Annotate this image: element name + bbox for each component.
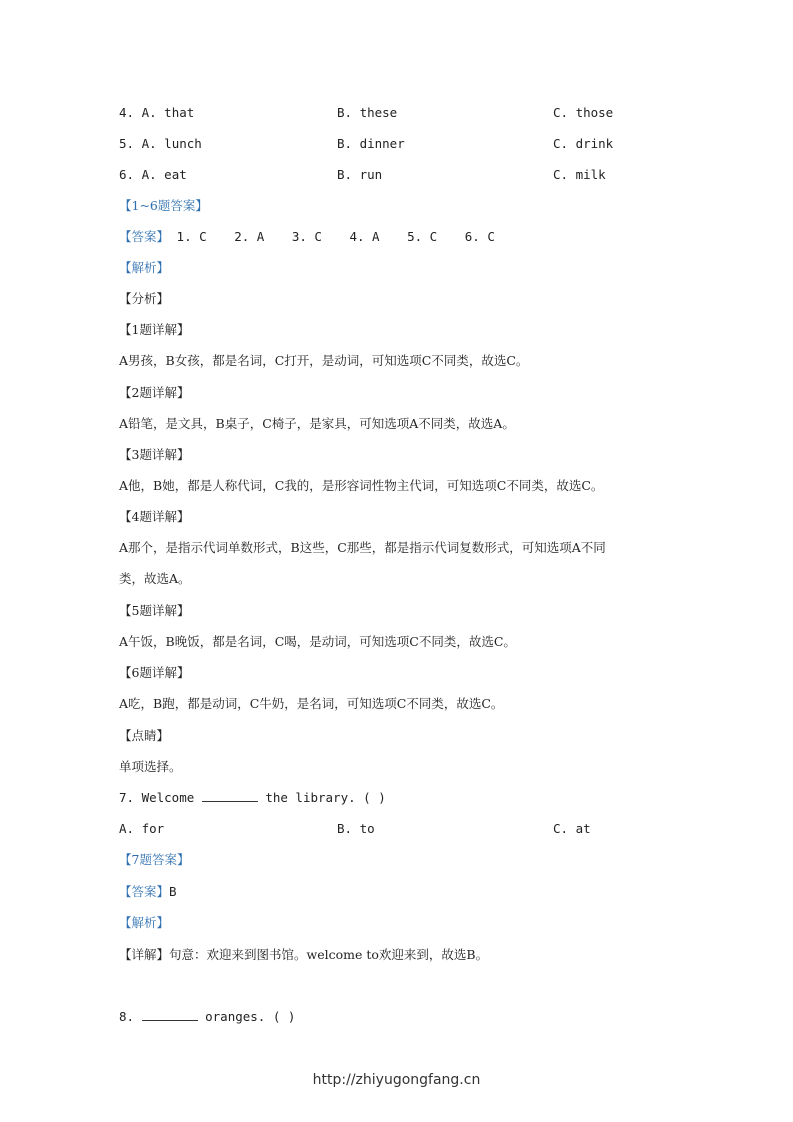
- analysis-label: 【解析】: [119, 260, 170, 275]
- answer-item: 6. C: [464, 229, 495, 244]
- answer-item: 5. C: [407, 229, 438, 244]
- option-a: 6. A. eat: [119, 167, 187, 182]
- detail-label: 【6题详解】: [119, 665, 190, 680]
- option-row-5: [119, 135, 679, 153]
- answer-value: B: [169, 884, 177, 899]
- option-row-6: [119, 166, 679, 184]
- option-c: C. at: [553, 821, 591, 836]
- detail-text: A吃，B跑，都是动词，C牛奶，是名词，可知选项C不同类，故选C。: [119, 696, 504, 711]
- detail-text-cont: 类，故选A。: [119, 571, 191, 586]
- question-8: 8. oranges. ( ): [119, 1009, 296, 1024]
- footer-url: http://zhiyugongfang.cn: [312, 1072, 481, 1088]
- answer-item: 3. C: [291, 229, 322, 244]
- answer-item: 1. C: [176, 229, 207, 244]
- detail-text: A午饭，B晚饭，都是名词，C喝，是动词，可知选项C不同类，故选C。: [119, 634, 516, 649]
- answer-item: 2. A: [234, 229, 265, 244]
- section-header-1-6: 【1~6题答案】: [119, 198, 208, 213]
- dianjing-label: 【点睛】: [119, 728, 170, 743]
- answer-blank: [142, 1008, 198, 1021]
- option-row-7: [119, 820, 679, 838]
- fenxi-label: 【分析】: [119, 291, 170, 306]
- answer-item: 4. A: [349, 229, 380, 244]
- detail-label: 【2题详解】: [119, 385, 190, 400]
- detail-label: 【1题详解】: [119, 322, 190, 337]
- option-row-4: [119, 104, 679, 122]
- answer-blank: [202, 789, 258, 802]
- option-a: 5. A. lunch: [119, 136, 202, 151]
- detail-label: 【4题详解】: [119, 509, 190, 524]
- detail-text: 【详解】句意：欢迎来到图书馆。welcome to欢迎来到，故选B。: [119, 947, 489, 962]
- option-b: B. to: [337, 821, 375, 836]
- question-7: 7. Welcome the library. ( ): [119, 790, 386, 805]
- detail-text: A他，B她，都是人称代词，C我的，是形容词性物主代词，可知选项C不同类，故选C。: [119, 478, 604, 493]
- option-c: C. drink: [553, 136, 614, 151]
- option-a: 4. A. that: [119, 105, 195, 120]
- option-c: C. milk: [553, 167, 606, 182]
- option-b: B. these: [337, 105, 398, 120]
- detail-text: A男孩，B女孩，都是名词，C打开，是动词，可知选项C不同类，故选C。: [119, 353, 529, 368]
- dianjing-text: 单项选择。: [119, 759, 182, 774]
- answer-label: 【答案】: [119, 229, 170, 244]
- detail-label: 【3题详解】: [119, 447, 190, 462]
- answer-label: 【答案】: [119, 884, 170, 899]
- detail-label: 【5题详解】: [119, 603, 190, 618]
- detail-text: A铅笔，是文具，B桌子，C椅子，是家具，可知选项A不同类，故选A。: [119, 416, 515, 431]
- section-header-7: 【7题答案】: [119, 852, 190, 867]
- option-a: A. for: [119, 821, 165, 836]
- analysis-label: 【解析】: [119, 915, 170, 930]
- answer-line-7: [119, 883, 177, 901]
- detail-text: A那个，是指示代词单数形式，B这些，C那些，都是指示代词复数形式，可知选项A不同: [119, 540, 606, 555]
- answer-line-1-6: [119, 228, 515, 246]
- option-c: C. those: [553, 105, 614, 120]
- option-b: B. dinner: [337, 136, 405, 151]
- option-b: B. run: [337, 167, 383, 182]
